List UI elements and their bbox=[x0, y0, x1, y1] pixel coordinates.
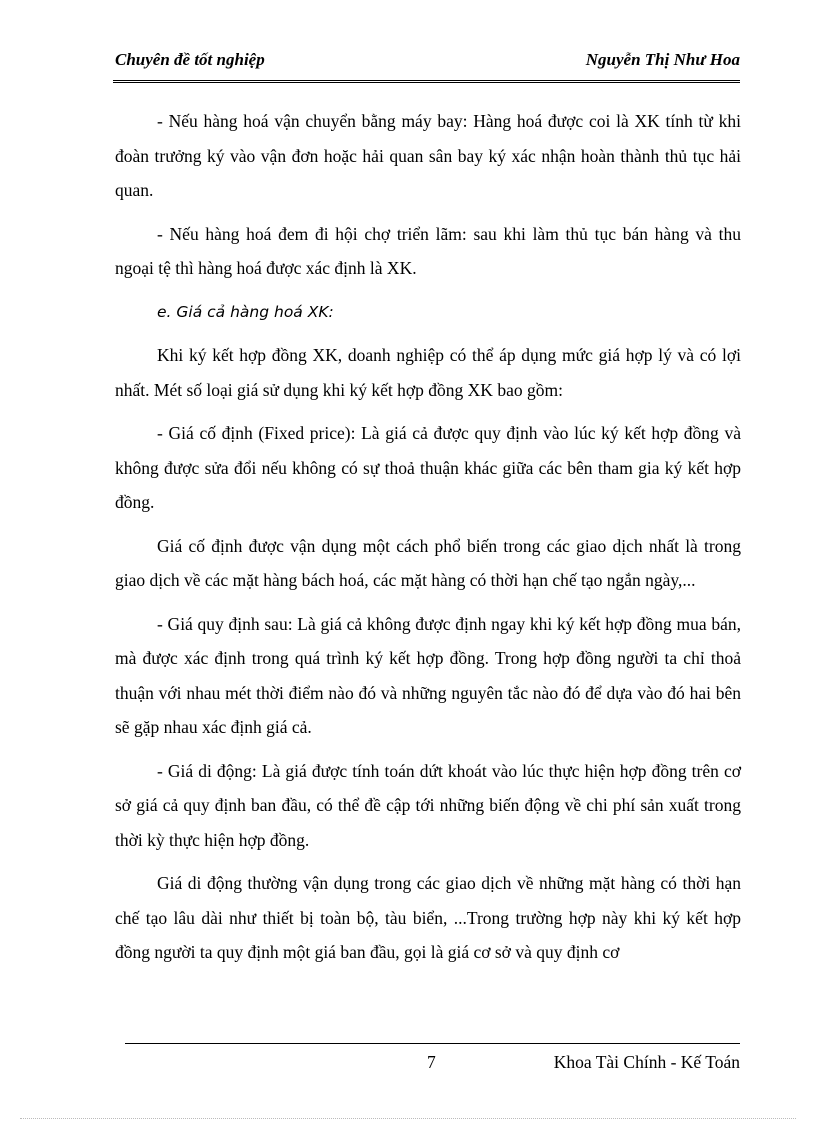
paragraph-deferred-price: - Giá quy định sau: Là giá cả không được định ngay khi ký kết hợp đồng mua bán, mà được xác định trong quá trình ký kết hợp đồng. Trong hợp đồng người ta chỉ thoả thuận với nhau mét thời điểm nào đó và những nguyên tắc nào đó để dựa vào đó hai bên sẽ gặp nhau xác định giá cả. bbox=[115, 613, 741, 737]
page-header bbox=[113, 46, 740, 83]
header-title: Chuyên đề tốt nghiệp bbox=[115, 50, 265, 69]
paragraph-trade-fair: - Nếu hàng hoá đem đi hội chợ triển lãm: sau khi làm thủ tục bán hàng và thu ngoại tệ thì hàng hoá được xác định là XK. bbox=[115, 223, 741, 278]
paragraph-air-transport: - Nếu hàng hoá vận chuyển bằng máy bay: Hàng hoá được coi là XK tính từ khi đoàn trưởng ký vào vận đơn hoặc hải quan sân bay ký xác nhận hoàn thành thủ tục hải quan. bbox=[115, 111, 741, 200]
document-body bbox=[115, 104, 741, 979]
paragraph-price-intro: Khi ký kết hợp đồng XK, doanh nghiệp có thể áp dụng mức giá hợp lý và có lợi nhất. Mét số loại giá sử dụng khi ký kết hợp đồng XK bao gồm: bbox=[115, 345, 741, 400]
page-number: 7 bbox=[427, 1052, 436, 1072]
header-author: Nguyễn Thị Như Hoa bbox=[585, 50, 740, 69]
paragraph-fixed-price-usage: Giá cố định được vận dụng một cách phổ biến trong các giao dịch nhất là trong giao dịch về các mặt hàng bách hoá, các mặt hàng có thời hạn chế tạo ngắn ngày,... bbox=[115, 535, 741, 590]
page-footer bbox=[125, 1043, 740, 1072]
paragraph-sliding-price-usage: Giá di động thường vận dụng trong các giao dịch về những mặt hàng có thời hạn chế tạo lâu dài như thiết bị toàn bộ, tàu biển, ...Trong trường hợp này khi ký kết hợp đồng người ta quy định một giá ban đầu, gọi là giá cơ sở và quy định cơ bbox=[115, 873, 741, 962]
page-edge-divider bbox=[20, 1118, 796, 1119]
paragraph-sliding-price: - Giá di động: Là giá được tính toán dứt khoát vào lúc thực hiện hợp đồng trên cơ sở giá cả quy định ban đầu, có thể đề cập tới những biến động về chi phí sản xuất trong thời kỳ thực hiện hợp đồng. bbox=[115, 760, 741, 850]
section-heading-export-price: e. Giá cả hàng hoá XK: bbox=[157, 302, 334, 321]
paragraph-fixed-price: - Giá cố định (Fixed price): Là giá cả được quy định vào lúc ký kết hợp đồng và không được sửa đổi nếu không có sự thoả thuận khác giữa các bên tham gia ký kết hợp đồng. bbox=[115, 423, 741, 512]
footer-department: Khoa Tài Chính - Kế Toán bbox=[553, 1052, 740, 1072]
